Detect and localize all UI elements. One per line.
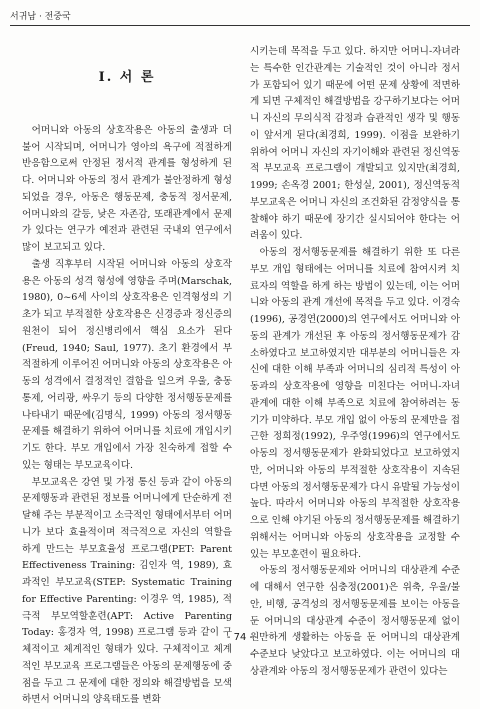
paragraph: 부모교육은 강연 및 가정 통신 등과 같이 아동의 문제행동과 관련된 정보를 어머니에게 단순하게 전달해 주는 부분적이고 소극적인 형태에서부터 어머니가 보다 효율적이며 적극적으로 자신의 역할을 하게 만드는 부모효율성 프로그램(PET: Parent Effectiveness Training: 김인자 역, 1989), 효과적인 부모교육(STEP: Systematic Training for Effective Parenting: 이경우 역, 1985), 적극적 부모역할훈련(APT: Active Parenting Today: 홍경자 역, 1998) 프로그램 등과 같이 구체적이고 체계적인 형태가 있다. 구체적이고 체계적인 부모교육 프로그램들은 아동의 문제행동에 중점을 두고 그 문제에 대한 정의와 해결방법을 모색하면서 어머니의 양육태도를 변화: [22, 475, 232, 709]
page-number: - 74 -: [0, 632, 480, 643]
paragraph: 출생 직후부터 시작된 어머니와 아동의 상호작용은 아동의 성격 형성에 영향을 주며(Marschak, 1980), 0~6세 사이의 상호작용은 인격형성의 기초가 되고 부적절한 상호작용은 신경증과 정신증의 원천이 되어 정신병리에서 핵심 요소가 된다(Freud, 1940; Saul, 1977). 초기 환경에서 부적절하게 이루어진 어머니와 아동의 상호작용은 아동의 성격에서 결정적인 결함을 일으켜 우울, 충동통제, 어리광, 싸우기 등의 다양한 정서행동문제를 나타내기 때문에(김명식, 1999) 아동의 정서행동문제를 해결하기 위하여 어머니를 치료에 개입시키기도 한다. 부모 개입에서 가장 친숙하게 접할 수 있는 형태는 부모교육이다.: [22, 257, 232, 475]
header-rule: [10, 25, 470, 26]
paragraph: 아동의 정서행동문제와 어머니의 대상관계 수준에 대해서 연구한 심충정(2001)은 위축, 우울/불안, 비행, 공격성의 정서행동문제를 보이는 아동을 둔 어머니의 대상관계 수준이 정서행동문제 없이 원만하게 생활하는 아동을 둔 어머니의 대상관계 수준보다 낮았다고 보고하였다. 이는 어머니의 대상관계와 아동의 정서행동문제가 관련이 있다는: [250, 563, 460, 680]
section-title: Ⅰ. 서 론: [22, 70, 232, 87]
running-header: 서귀남 · 전중국: [10, 9, 71, 22]
paragraph: 어머니와 아동의 상호작용은 아동의 출생과 더불어 시작되며, 어머니가 영아의 욕구에 적절하게 반응함으로써 안정된 정서적 관계를 형성하게 된다. 어머니와 아동의 정서 관계가 불안정하게 형성되었을 경우, 아동은 행동문제, 충동적 정서문제, 어머니와의 갈등, 낮은 자존감, 또래관계에서 문제가 있다는 연구가 예전과 관련된 국내외 연구에서 많이 보고되고 있다.: [22, 123, 232, 257]
paragraph: 시키는데 목적을 두고 있다. 하지만 어머니-자녀라는 특수한 인간관계는 기술적인 것이 아니라 정서가 포함되어 있기 때문에 어떤 문제 상황에 적면하게 되면 구체적인 해결방법을 강구하기보다는 어머니 자신의 무의식적 감정과 습관적인 생각 및 행동이 앞서게 된다(최경희, 1999). 이점을 보완하기 위하여 어머니 자신의 자기이해와 관련된 정신역동적 부모교육 프로그램이 개발되고 있지만(최경희, 1999; 손옥경 2001; 한성실, 2001), 정신역동적 부모교육은 어머니 자신의 조건화된 감정양식을 통찰해야 하기 때문에 장기간 실시되어야 한다는 어려움이 있다.: [250, 44, 460, 245]
right-column: [250, 44, 460, 681]
left-column: [22, 42, 232, 709]
paragraph: 아동의 정서행동문제를 해결하기 위한 또 다른 부모 개입 형태에는 어머니를 치료에 참여시켜 치료자의 역할을 하게 하는 방법이 있는데, 이는 어머니와 아동의 관계 개선에 목적을 두고 있다. 이경숙(1996), 공경연(2000)의 연구에서도 어머니와 아동의 관계가 개선된 후 아동의 정서행동문제가 감소하였다고 보고하였지만 대부분의 어머니들은 자신에 대한 이해 부족과 어머니의 심리적 특성이 아동과의 상호작용에 영향을 미친다는 어머니-자녀 관계에 대한 이해 부족으로 치료에 참여하려는 동기가 미약하다. 부모 개입 없이 아동의 문제만을 접근한 정희정(1992), 우주영(1996)의 연구에서도 아동의 정서행동문제가 완화되었다고 보고하였지만, 어머니와 아동의 부적절한 상호작용이 지속된다면 아동의 정서행동문제가 다시 유발될 가능성이 높다. 따라서 어머니와 아동의 부적절한 상호작용으로 인해 야기된 아동의 정서행동문제를 해결하기 위해서는 어머니와 아동의 상호작용을 교정할 수 있는 부모훈련이 필요하다.: [250, 245, 460, 563]
